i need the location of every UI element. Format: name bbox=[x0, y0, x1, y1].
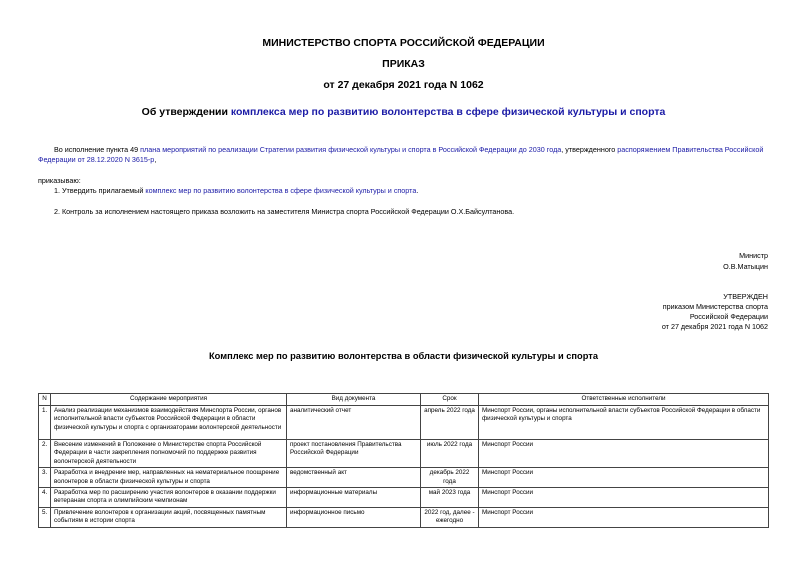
row-content: Анализ реализации механизмов взаимодействия Минспорта России, органов исполнительной власти субъектов Российской Федерации в области физической культуры и спорта с организаторами волонтерской деятельности bbox=[51, 406, 287, 440]
table-row bbox=[39, 488, 769, 508]
preamble-text-3: , bbox=[154, 155, 157, 164]
row-responsible: Минспорт России bbox=[479, 468, 769, 488]
row-number: 5. bbox=[39, 507, 51, 527]
row-number: 1. bbox=[39, 406, 51, 440]
order-item-1-end: . bbox=[416, 186, 419, 195]
row-content: Разработка и внедрение мер, направленных на нематериальное поощрение волонтеров в области физической культуры и спорта bbox=[51, 468, 287, 488]
table-row bbox=[39, 440, 769, 468]
complex-link[interactable]: комплекс мер по развитию волонтерства в сфере физической культуры и спорта bbox=[145, 186, 417, 195]
row-number: 2. bbox=[39, 440, 51, 468]
signature-name: О.В.Матыцин bbox=[723, 262, 768, 271]
row-doc-type: информационное письмо bbox=[287, 507, 421, 527]
doc-type: ПРИКАЗ bbox=[382, 58, 425, 70]
measures-table bbox=[38, 393, 769, 528]
ministry-name: МИНИСТЕРСТВО СПОРТА РОССИЙСКОЙ ФЕДЕРАЦИИ bbox=[262, 37, 545, 49]
header-number: N bbox=[39, 394, 51, 406]
table-row bbox=[39, 468, 769, 488]
plan-link[interactable]: плана мероприятий по реализации Стратегии развития физической культуры и спорта в Российской Федерации до 2030 года bbox=[140, 145, 562, 154]
row-content: Внесение изменений в Положение о Министерстве спорта Российской Федерации в части закрепления полномочий по поддержке развития волонтерской деятельности bbox=[51, 440, 287, 468]
row-number: 4. bbox=[39, 488, 51, 508]
table-row bbox=[39, 507, 769, 527]
row-responsible: Минспорт России bbox=[479, 488, 769, 508]
row-term: май 2023 года bbox=[421, 488, 479, 508]
row-term: декабрь 2022 года bbox=[421, 468, 479, 488]
row-responsible: Минспорт России bbox=[479, 440, 769, 468]
row-doc-type: проект постановления Правительства Российской Федерации bbox=[287, 440, 421, 468]
row-responsible: Минспорт России, органы исполнительной власти субъектов Российской Федерации в области физической культуры и спорта bbox=[479, 406, 769, 440]
table-header-row bbox=[39, 394, 769, 406]
header-doc-type: Вид документа bbox=[287, 394, 421, 406]
row-doc-type: аналитический отчет bbox=[287, 406, 421, 440]
order-item-1 bbox=[54, 186, 418, 196]
complex-title: Комплекс мер по развитию волонтерства в области физической культуры и спорта bbox=[208, 351, 599, 361]
row-term: апрель 2022 года bbox=[421, 406, 479, 440]
row-doc-type: информационные материалы bbox=[287, 488, 421, 508]
order-item-1-text: 1. Утвердить прилагаемый bbox=[54, 186, 146, 195]
row-responsible: Минспорт России bbox=[479, 507, 769, 527]
order-item-2: 2. Контроль за исполнением настоящего приказа возложить на заместителя Министра спорта Российской Федерации О.Х.Байсултанова. bbox=[54, 207, 515, 216]
row-term: июль 2022 года bbox=[421, 440, 479, 468]
preamble-text-2: , утвержденного bbox=[561, 145, 618, 154]
decree-link-b[interactable]: Федерации от 28.12.2020 N 3615-р bbox=[38, 155, 155, 164]
preamble-text-1: Во исполнение пункта 49 bbox=[54, 145, 141, 154]
approved-line-4: от 27 декабря 2021 года N 1062 bbox=[661, 322, 768, 331]
header-term: Срок bbox=[421, 394, 479, 406]
doc-date-number: от 27 декабря 2021 года N 1062 bbox=[323, 79, 484, 91]
preamble bbox=[38, 145, 770, 165]
decree-link-a[interactable]: распоряжением Правительства Российской bbox=[617, 145, 764, 154]
approved-line-2: приказом Министерства спорта bbox=[662, 302, 768, 311]
doc-title-prefix: Об утверждении bbox=[141, 106, 231, 118]
signature-role: Министр bbox=[739, 251, 768, 260]
doc-title-link[interactable]: комплекса мер по развитию волонтерства в сфере физической культуры и спорта bbox=[230, 106, 666, 118]
approved-line-1: УТВЕРЖДЕН bbox=[723, 292, 768, 301]
doc-title bbox=[0, 106, 807, 118]
row-number: 3. bbox=[39, 468, 51, 488]
table-row bbox=[39, 406, 769, 440]
row-term: 2022 год, далее - ежегодно bbox=[421, 507, 479, 527]
row-doc-type: ведомственный акт bbox=[287, 468, 421, 488]
order-word: приказываю: bbox=[38, 176, 81, 185]
header-content: Содержание мероприятия bbox=[51, 394, 287, 406]
row-content: Привлечение волонтеров к организации акций, посвященных памятным событиям в истории спорта bbox=[51, 507, 287, 527]
row-content: Разработка мер по расширению участия волонтеров в оказании поддержки ветеранам спорта и олимпийским чемпионам bbox=[51, 488, 287, 508]
header-responsible: Ответственные исполнители bbox=[479, 394, 769, 406]
approved-line-3: Российской Федерации bbox=[689, 312, 768, 321]
